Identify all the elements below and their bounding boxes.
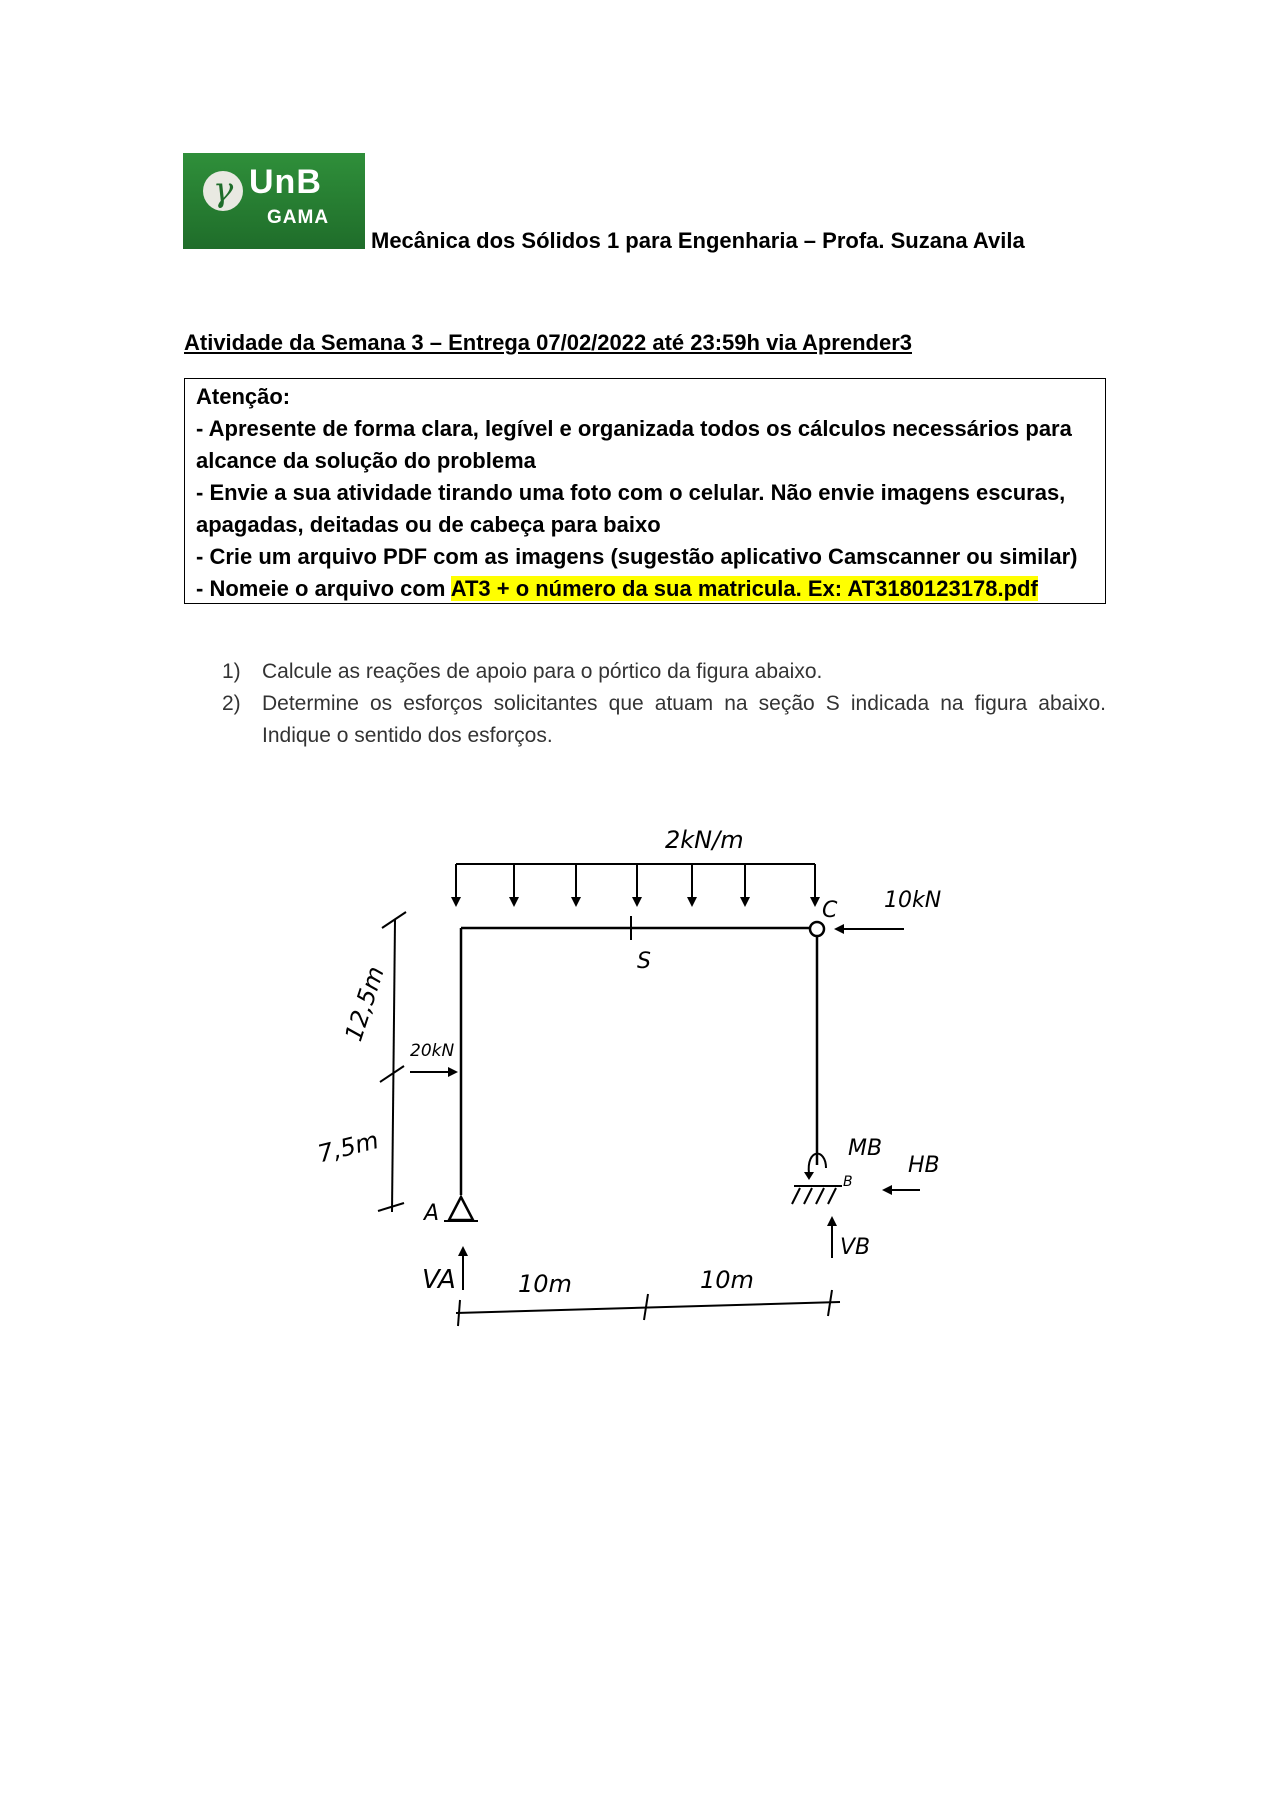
hinge-c [810, 922, 824, 936]
section-s-label: S [637, 949, 651, 974]
question-text: Calcule as reações de apoio para o pórtico da figura abaixo. [262, 660, 823, 683]
dim-upper-label: 12,5m [339, 962, 390, 1045]
point-load-left-label: 20kN [410, 1041, 455, 1061]
logo-unb-text: UnB [249, 163, 322, 201]
notice-line: - Envie a sua atividade tirando uma foto com o celular. Não envie imagens escuras, [196, 480, 1066, 505]
reaction-va-label: VA [422, 1265, 456, 1295]
reaction-vb-label: VB [840, 1235, 871, 1260]
fixed-support-b [792, 1186, 842, 1204]
notice-line: alcance da solução do problema [196, 448, 536, 473]
question-number: 2) [222, 692, 241, 715]
reaction-hb-label: HB [908, 1153, 940, 1178]
horizontal-dimension [456, 1290, 840, 1326]
question-text: Determine os esforços solicitantes que atuam na seção S indicada na figura abaixo. Indique o sentido dos esforços. [262, 692, 1106, 747]
dim-lower-label: 7,5m [314, 1126, 382, 1169]
distributed-load-label: 2kN/m [665, 826, 744, 854]
notice-line: - Apresente de forma clara, legível e organizada todos os cálculos necessários para [196, 416, 1072, 441]
node-b-label: B [843, 1174, 853, 1190]
dim-left-span-label: 10m [518, 1270, 572, 1298]
notice-filename-prefix: - Nomeie o arquivo com [196, 576, 451, 601]
question-number: 1) [222, 660, 241, 683]
activity-title: Atividade da Semana 3 – Entrega 07/02/2022 até 23:59h via Aprender3 [184, 330, 912, 355]
dim-right-span-label: 10m [700, 1266, 754, 1294]
notice-line: apagadas, deitadas ou de cabeça para baixo [196, 512, 661, 537]
logo-gamma-symbol: γ [203, 171, 243, 211]
pin-support-a [449, 1197, 473, 1220]
point-load-c-label: 10kN [884, 888, 942, 913]
moment-b-arrowhead [804, 1172, 814, 1180]
notice-heading: Atenção: [196, 384, 291, 409]
notice-filename-highlight: AT3 + o número da sua matricula. Ex: AT3180123178.pdf [450, 576, 1038, 601]
node-c-label: C [822, 898, 838, 923]
course-title: Mecânica dos Sólidos 1 para Engenharia – Profa. Suzana Avila [371, 228, 1025, 253]
vertical-dimension [378, 912, 406, 1212]
distributed-load [456, 864, 815, 905]
logo-gama-text: GAMA [267, 207, 330, 228]
node-a-label: A [424, 1201, 440, 1226]
notice-line: - Crie um arquivo PDF com as imagens (sugestão aplicativo Camscanner ou similar) [196, 544, 1078, 569]
moment-b-label: MB [848, 1136, 883, 1161]
